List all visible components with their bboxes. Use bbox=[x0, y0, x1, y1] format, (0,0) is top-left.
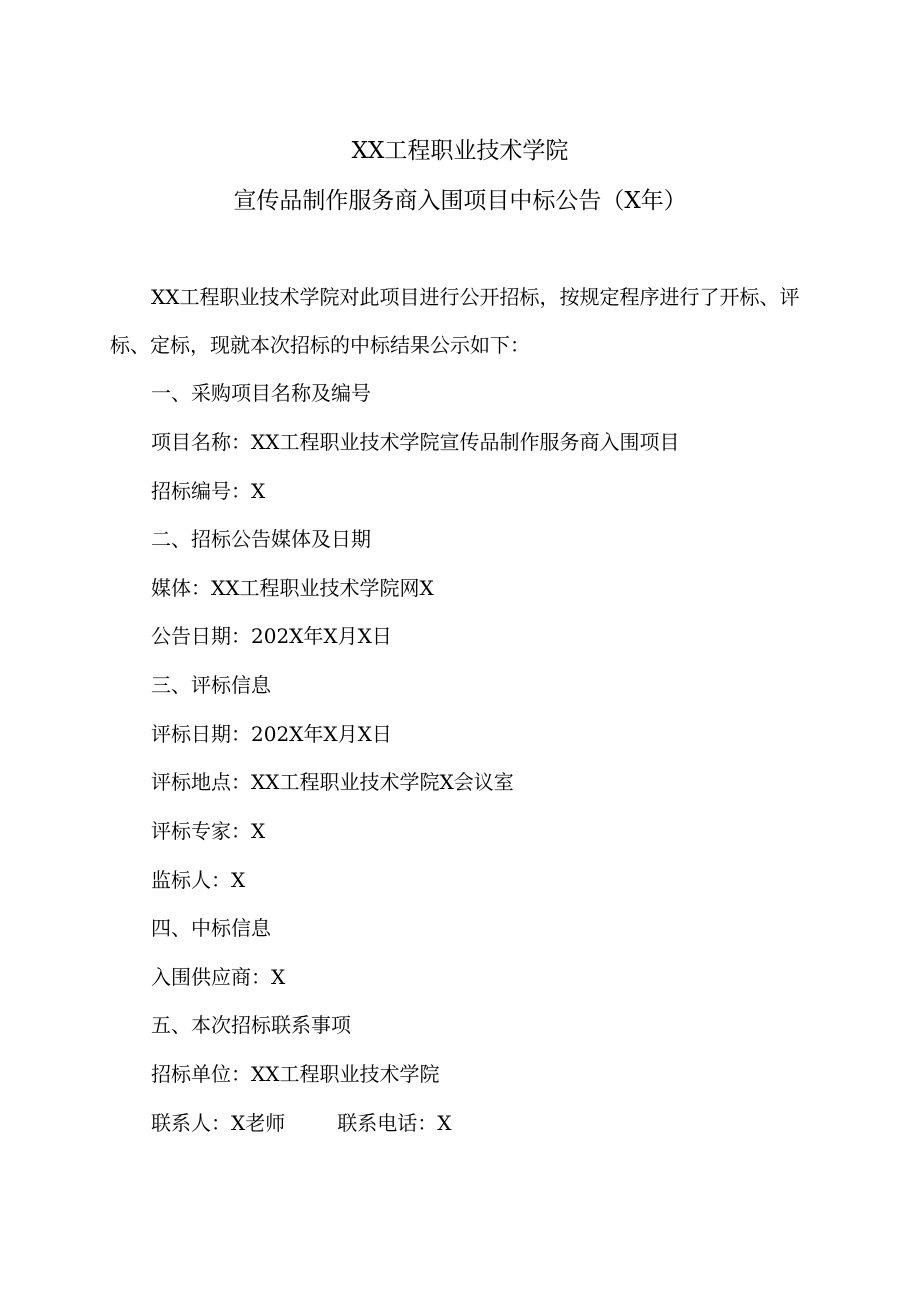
section3-heading: 三、评标信息 bbox=[151, 673, 271, 697]
tendering-unit: 招标单位：XX工程职业技术学院 bbox=[151, 1062, 440, 1086]
section1-heading: 一、采购项目名称及编号 bbox=[151, 381, 371, 405]
announcement-date: 公告日期：202X年X月X日 bbox=[151, 624, 392, 648]
intro-paragraph: XX工程职业技术学院对此项目进行公开招标，按规定程序进行了开标、评标、定标，现就本次招标的中标结果公示如下： bbox=[110, 285, 800, 357]
contact-phone: 联系电话：X bbox=[337, 1111, 452, 1135]
evaluation-experts: 评标专家：X bbox=[151, 819, 266, 843]
evaluation-date: 评标日期：202X年X月X日 bbox=[151, 722, 392, 746]
evaluation-location: 评标地点：XX工程职业技术学院X会议室 bbox=[151, 770, 514, 794]
tender-number: 招标编号：X bbox=[151, 479, 266, 503]
media-line: 媒体：XX工程职业技术学院网X bbox=[151, 576, 434, 600]
section5-heading: 五、本次招标联系事项 bbox=[151, 1013, 351, 1037]
contact-person: 联系人：X老师 bbox=[151, 1111, 286, 1135]
section2-heading: 二、招标公告媒体及日期 bbox=[151, 527, 371, 551]
contact-line bbox=[151, 1108, 452, 1138]
section4-heading: 四、中标信息 bbox=[151, 916, 271, 940]
document-title-line2: 宣传品制作服务商入围项目中标公告（X年） bbox=[233, 188, 687, 214]
shortlisted-supplier: 入围供应商：X bbox=[151, 965, 286, 989]
project-name: 项目名称：XX工程职业技术学院宣传品制作服务商入围项目 bbox=[151, 430, 680, 454]
document-title-line1: XX工程职业技术学院 bbox=[351, 138, 569, 164]
supervisor: 监标人：X bbox=[151, 868, 246, 892]
